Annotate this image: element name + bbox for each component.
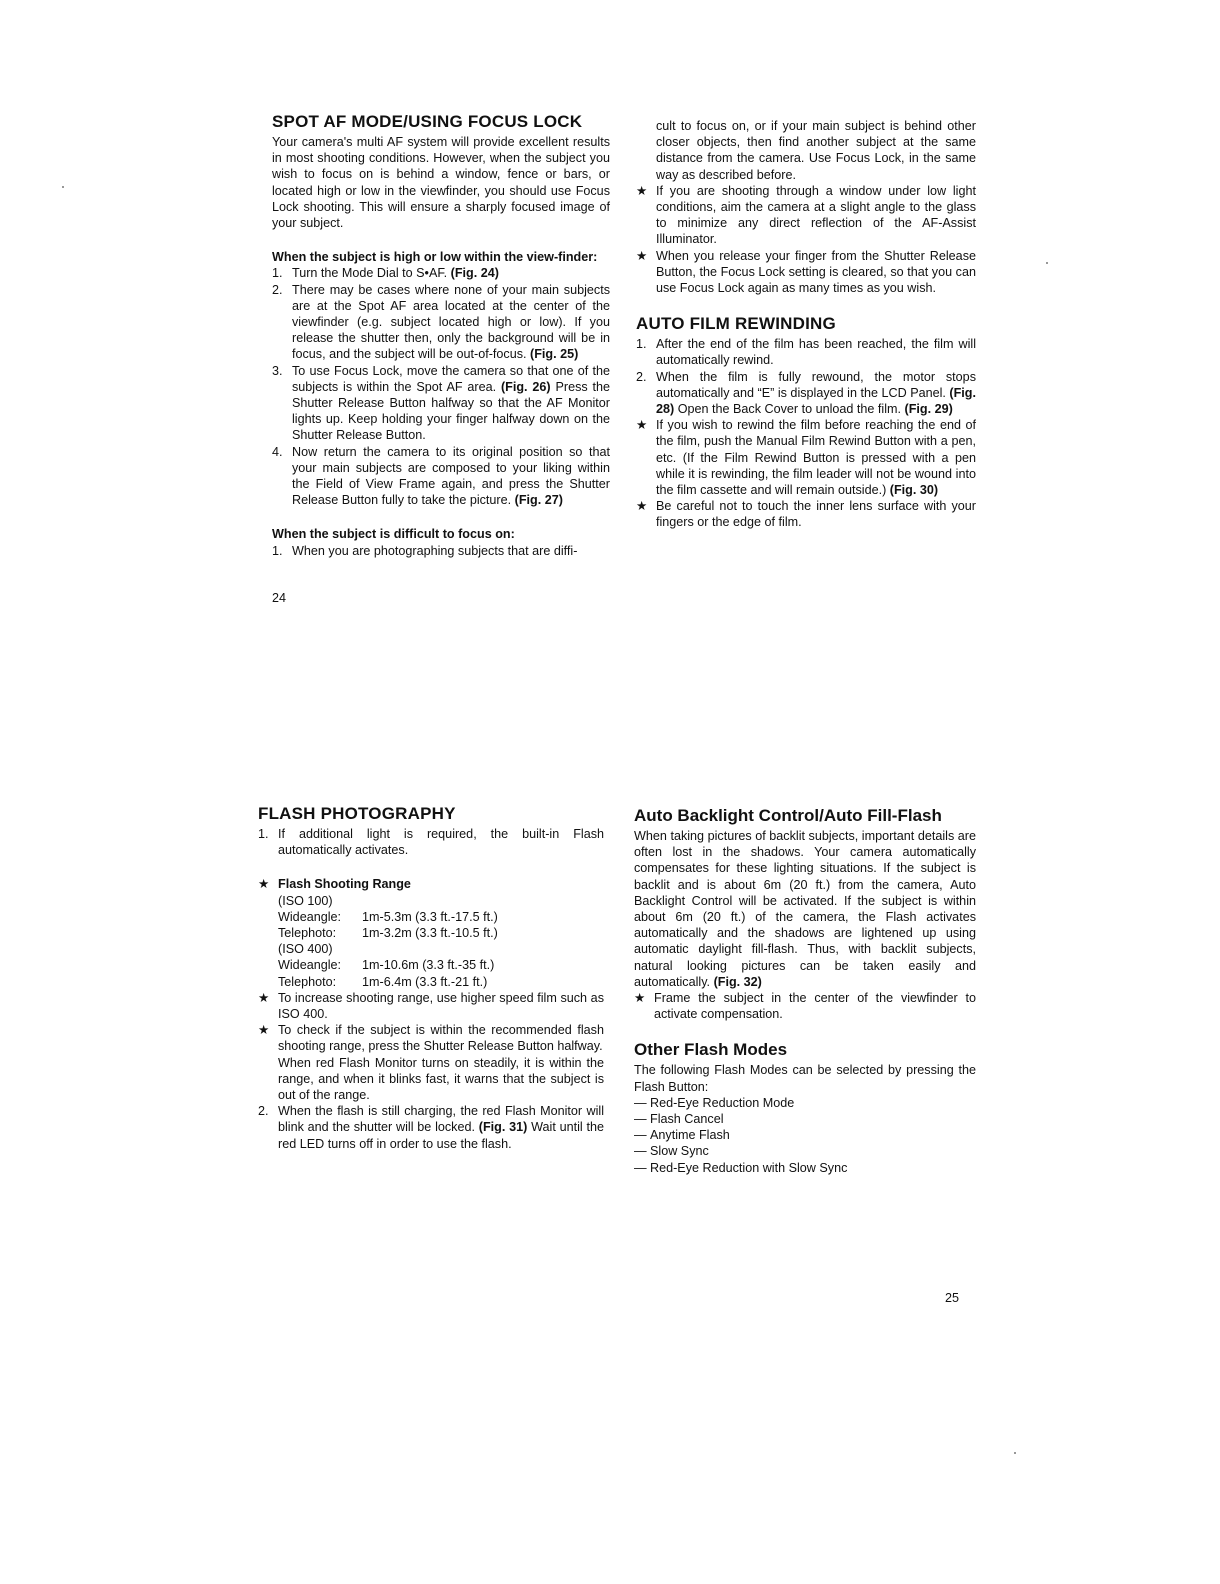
fig-ref: (Fig. 28)	[656, 385, 976, 417]
scan-speck	[62, 186, 64, 188]
section-title-spot-af: SPOT AF MODE/USING FOCUS LOCK	[272, 112, 583, 131]
section-title-rewind: AUTO FILM REWINDING	[636, 314, 836, 334]
range-row: Wideangle: 1m-5.3m (3.3 ft.-17.5 ft.)	[278, 909, 498, 924]
difficult-step-1-continued: cult to focus on, or if your main subject is behind other closer objects, then find another subject at the same distance from the camera. Use Focus Lock, in the same way as described before.	[656, 119, 976, 182]
iso100-label: (ISO 100)	[278, 893, 333, 908]
range-row: Telephoto: 1m-3.2m (3.3 ft.-10.5 ft.)	[278, 926, 498, 941]
difficult-step-1-start: 1. When you are photographing subjects that are diffi-	[272, 543, 578, 558]
star-bullet-icon: ★	[636, 183, 648, 198]
star-bullet-icon: ★	[258, 877, 270, 892]
star-bullet-icon: ★	[636, 499, 648, 514]
range-row: Telephoto: 1m-6.4m (3.3 ft.-21 ft.)	[278, 974, 488, 989]
note-higher-speed-film: ★ To increase shooting range, use higher speed film such as ISO 400.	[258, 990, 604, 1022]
section-title-backlight: Auto Backlight Control/Auto Fill-Flash	[634, 806, 942, 825]
fig-ref: (Fig. 26)	[500, 379, 551, 394]
note-frame-subject: ★ Frame the subject in the center of the viewfinder to activate compensation.	[634, 991, 976, 1022]
fig-ref: (Fig. 27)	[514, 493, 563, 508]
flash-mode-item: — Red-Eye Reduction with Slow Sync	[634, 1160, 848, 1175]
note-check-range: ★ To check if the subject is within the recommended flash shooting range, press the Shutter Release Button halfway. When red Flash Monitor turns on steadily, it is within the range, and when it blinks fast, it warns that the subject is out of the range.	[258, 1023, 604, 1103]
backlight-body: When taking pictures of backlit subjects, important details are often lost in the shadows. Your camera automatically compensates for these lighting situations. If the subject is backlit and is about 6m (20 ft.) from the camera, Auto Backlight Control will be activated. If the subject is within about 6m (20 ft.) of the camera, the Flash activates automatically and the shadows are lightened up using automatic daylight fill-flash. Thus, with backlit subjects, natural looking pictures can be taken easily and automatically. (Fig. 32)	[634, 829, 976, 989]
page24-column-left	[272, 112, 610, 559]
fig-ref: (Fig. 30)	[889, 483, 939, 498]
flash-range-heading: ★ Flash Shooting Range	[258, 877, 411, 892]
note-low-light: ★ If you are shooting through a window under low light conditions, aim the camera at a slight angle to the glass to minimize any direct reflection of the AF-Assist Illuminator.	[636, 183, 976, 247]
star-bullet-icon: ★	[636, 248, 648, 263]
fig-ref: (Fig. 31)	[478, 1120, 528, 1135]
subheading-high-low: When the subject is high or low within the view-finder:	[272, 250, 598, 265]
section-title-flash: FLASH PHOTOGRAPHY	[258, 804, 456, 823]
star-bullet-icon: ★	[258, 990, 270, 1005]
flash-mode-item: — Anytime Flash	[634, 1128, 730, 1143]
spot-af-intro: Your camera's multi AF system will provide excellent results in most shooting conditions. However, when the subject you wish to focus on is behind a window, fence or bars, or located high or low in the viewfinder, you should use Focus Lock shooting. This will ensure a sharply focused image of your subject.	[272, 135, 610, 231]
note-lens-surface: ★ Be careful not to touch the inner lens surface with your fingers or the edge of film.	[636, 499, 976, 530]
fig-ref: (Fig. 32)	[713, 974, 762, 989]
spot-af-step-2: 2. There may be cases where none of your main subjects are at the Spot AF area located at the center of the viewfinder (e.g. subject located high or low). If you release the shutter then, only the background will be in focus, and the subject will be out-of-focus. (Fig. 25)	[272, 282, 610, 362]
spot-af-step-3: 3. To use Focus Lock, move the camera so that one of the subjects is within the Spot AF area. (Fig. 26) Press the Shutter Release Button halfway so that the AF Monitor lights up. Keep holding your finger halfway down on the Shutter Release Button.	[272, 363, 611, 443]
fig-ref: (Fig. 29)	[904, 402, 953, 417]
flash-mode-item: — Slow Sync	[634, 1144, 709, 1159]
page25-column-right	[634, 806, 976, 1176]
spot-af-step-4: 4. Now return the camera to its original position so that your main subjects are composed to your liking within the Field of View Frame again, and press the Shutter Release Button fully to take the picture. (Fig. 27)	[272, 444, 610, 508]
section-title-other-modes: Other Flash Modes	[634, 1040, 788, 1060]
page-number-left: 24	[272, 591, 287, 605]
star-bullet-icon: ★	[634, 991, 646, 1006]
scan-speck	[1046, 262, 1048, 264]
flash-step-2: 2. When the flash is still charging, the red Flash Monitor will blink and the shutter will be locked. (Fig. 31) Wait until the red LED turns off in order to use the flash.	[258, 1104, 604, 1151]
flash-mode-item: — Flash Cancel	[634, 1112, 724, 1127]
star-bullet-icon: ★	[636, 418, 648, 433]
note-release-finger: ★ When you release your finger from the Shutter Release Button, the Focus Lock setting is cleared, so that you can use Focus Lock again as many times as you wish.	[636, 248, 976, 296]
note-manual-rewind: ★ If you wish to rewind the film before reaching the end of the film, push the Manual Film Rewind Button with a pen, etc. (If the Film Rewind Button is pressed with a pen while it is rewinding, the film leader will not be wound into the film cassette and will remain outside.) (Fig. 30)	[636, 418, 976, 498]
flash-mode-item: — Red-Eye Reduction Mode	[634, 1095, 795, 1110]
page-number-right: 25	[945, 1291, 960, 1305]
page25-column-left	[258, 804, 604, 1152]
star-bullet-icon: ★	[258, 1023, 270, 1038]
other-modes-intro: The following Flash Modes can be selected by pressing the Flash Button:	[634, 1063, 976, 1094]
rewind-step-2: 2. When the film is fully rewound, the motor stops automatically and “E” is displayed in the LCD Panel. (Fig. 28) Open the Back Cover to unload the film. (Fig. 29)	[636, 369, 976, 417]
range-row: Wideangle: 1m-10.6m (3.3 ft.-35 ft.)	[278, 958, 495, 973]
subheading-difficult: When the subject is difficult to focus on:	[272, 527, 515, 542]
rewind-step-1: 1. After the end of the film has been reached, the film will automatically rewind.	[636, 337, 976, 368]
scan-speck	[1014, 1452, 1016, 1454]
flash-step-1: 1. If additional light is required, the built-in Flash automatically activates.	[258, 827, 604, 858]
fig-ref: (Fig. 24)	[450, 266, 499, 281]
fig-ref: (Fig. 25)	[530, 347, 579, 362]
spot-af-step-1: 1. Turn the Mode Dial to S•AF. (Fig. 24)	[272, 266, 499, 281]
iso400-label: (ISO 400)	[278, 942, 333, 957]
page24-column-right	[636, 118, 976, 531]
